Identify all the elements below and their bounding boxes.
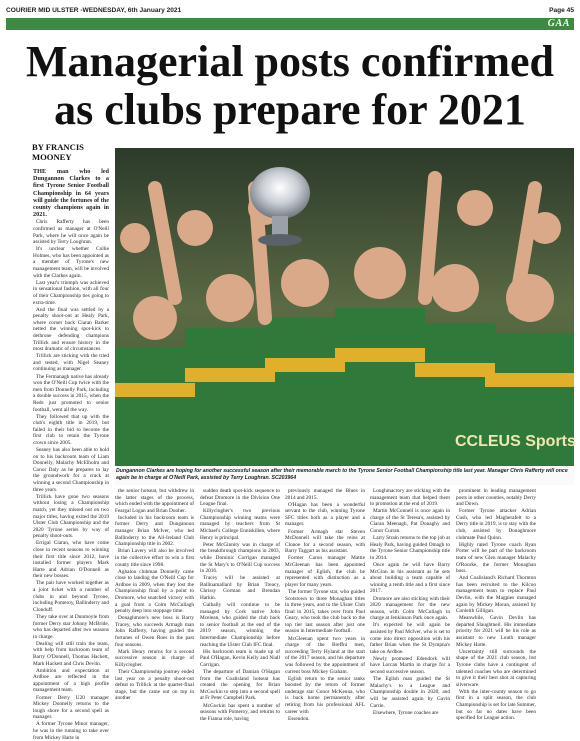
article-paragraph: Meanwhile, Gavin Devlin has departed Slaughtneil. His immediate priority for 2021 will be his role as assistant to new Louth manager Mickey Harte.	[456, 615, 536, 648]
article-paragraph: Trillick have gone two seasons without losing a Championship match, yet they missed out on two major titles, having exited the 2019 Ulster Club Championship and the 2020 Tyrone series by way of penalty shoot-outs.	[33, 493, 109, 540]
article-paragraph: The Eglish man guided the St Malachy's to a League and Championship double in 2020, and will be assisted again by Gavin Currie.	[370, 676, 450, 709]
article-paragraph: Dealing will still train the team, with help from backroom team of Barry O'Donnell, Thomas Hackett, Mark Hackett and Chris Devlin.	[33, 640, 109, 667]
section-label: GAA	[547, 18, 570, 29]
article-paragraph: Seaney has also been able to hold on to his backroom team of Liam Donnelly, Malachy McElholm and Conor Daly as he prepares to lay the groundwork for a crack at winning a second Championship in three years.	[33, 447, 109, 493]
article-paragraph: Highly rated Tyrone coach Ryan Porter will be part of the backroom team of new Glen manager Malachy O'Rourke, the former Monaghan boss.	[456, 541, 536, 575]
article-paragraph: Peter McGinnity was in charge of the breakthrough champions in 2003, while Dominic Corrigan managed the St Mary's to O'Neill Cup success in 2016.	[200, 541, 280, 575]
article-paragraph: Former Armagh star Steven McDonnell will take the reins at Clonoe for a second season, with Barry Taggart as his assistant.	[285, 528, 365, 555]
article-paragraph: The pair have worked together as a joint ticket with a number of clubs in and beyond Tyrone, including Pomeroy, Ballinderry and Clonduff.	[33, 580, 109, 613]
article-paragraph: Galbally will continue to be managed by Cork native John Mcelean, who guided the club back to senior football at the end of the 2019 season, winning the Intermediate Championship before reaching the Ulster Club IFC final.	[200, 602, 280, 648]
page-number: Page 45	[549, 6, 574, 14]
article-paragraph: McGleenan spent two years in charge of the Breffni men, succeeding Terry Hyland at the start of the 2017 season, and his departure was followed by the appointment of current boss Mickey Graham.	[285, 635, 365, 675]
article-paragraph: THE man who led Dungannon Clarkes to a first Tyrone Senior Football Championship in 64 years will guide the fortunes of the county champions again in 2021.	[33, 168, 109, 219]
article-paragraph: Martin McConnell is once again in charge of the St Teresa's, assisted by Ciaran Meenagh, Pat Donaghy and Conor Curran.	[370, 508, 450, 535]
article-paragraph: Larry Strain returns to the top job at Healy Park, having guided Omagh to the Tyrone Senior Championship title in 2014.	[370, 535, 450, 561]
article-paragraph: Trillick are sticking with the tried and tested, with Nigel Seaney continuing as manager.	[33, 353, 109, 373]
article-paragraph: Eglish return to the senior ranks boosted by the return of former underage star Conor McKenna, who is back home permanently after retiring from his professional AFL career with	[285, 675, 365, 715]
article-paragraph: Former Derry U20 manager Mickey Donnelly returns to the lough shore for a second spell as manager.	[33, 694, 109, 721]
headline: Managerial posts confirmed as clubs prepare for 2021	[26, 37, 554, 134]
article-paragraph: Donaghmore's new boss is Barry Tracey, who succeeds Armagh man John Rafferty, having guided the fortunes of Owen Roes in the past four seasons.	[115, 615, 194, 648]
article-paragraph: Chris Rafferty has been confirmed as manager at O'Neill Park, where he will once again be assisted by Terry Loughran.	[33, 219, 109, 246]
article-column-2	[115, 488, 194, 733]
article-paragraph: It's unclear whether Collie Holmes, who has been appointed as a member of Tyrone's new management team, will be involved with the Clarkes again.	[33, 246, 109, 279]
article-paragraph: Last year's triumph was achieved in sensational fashion, with all four of their Championship ties going to extra-time.	[33, 279, 109, 306]
article-column-5	[370, 488, 450, 733]
jersey-sponsor: CCLEUS Sports	[455, 433, 576, 450]
article-paragraph: It's expected he will again be assisted by Paul McIver, who is set to come into direct opposition with his father Brian when the St Dympna's take on Ardboe.	[370, 622, 450, 655]
article-paragraph: prominent in leading management posts in other counties, notably Derry and Down.	[456, 488, 536, 508]
article-paragraph: the senior hotseat, but withdrew in the latter stages of the process, which ended with the appointment of Feargal Logan and Brian Dooher.	[115, 488, 194, 514]
dateline: COURIER MID ULSTER -WEDNESDAY, 6th January 2021	[6, 6, 182, 14]
article-paragraph: Elsewhere, Tyrone coaches are	[373, 709, 439, 716]
article-paragraph: Newly promoted Edendork will have Lorcan Martin in charge for a second successive season.	[370, 655, 450, 676]
article-paragraph: Tracey will be assisted at Ballinamallard by Brian Treacy, Chrissy Gorman and Brendan Harkin.	[200, 575, 280, 601]
article-column-3	[200, 488, 280, 733]
byline: BY FRANCIS MOONEY	[32, 142, 84, 162]
article-paragraph: Essendon.	[288, 715, 310, 722]
article-paragraph: And the final was settled by a penalty shoot-out at Healy Park, where corner back Ciaran Barker netted the winning spot-kick to dethrone defending champions Trillick and ensure history in the most dramatic of circumstances.	[33, 306, 109, 353]
article-paragraph: McGuckin has spent a number of seasons with Pomeroy, and returns to the Fianna role, having	[200, 702, 280, 722]
article-paragraph: Uncertainty still surrounds the shape of the 2021 club season, but Tyrone clubs have a contingent of talented coaches who are determined to give it their best shot at capturing silverware.	[456, 648, 536, 688]
article-paragraph: sudden death spot-kick sequence to defeat Dromore in the Division One League final.	[200, 488, 280, 508]
article-paragraph: And Coalisland's Richard Thornton has been recruited to the Kilcoo management team to replace Paul Devlin, with the Magpies managed again by Mickey Moran, assisted by Conleith Gilligan.	[456, 575, 536, 615]
article-paragraph: They take over at Dunmoyle from former Derry star Johnny McBride, who has departed after two seasons in charge.	[33, 613, 109, 640]
article-paragraph: The former Tyrone star, who guided Scotstown to three Monaghan titles in three years, and to the Ulster Club final in 2015, takes over from Paul Geary, who took the club back to the top tier last season after just one season in Intermediate football.	[285, 588, 365, 635]
section-bar	[6, 18, 574, 30]
photo-caption: Dungannon Clarkes are hoping for another successful season after their memorable march to the Tyrone Senior Football Championship title last year. Manager Chris Rafferty will once again be in charge at O'Neill Park, assisted by Terry Loughran. SC203964	[115, 467, 574, 485]
article-paragraph: Loughmacrory are sticking with the management team that helped them to promotion at the end of 2019.	[370, 488, 450, 508]
article-paragraph: Aghaloo clubman Donnelly came close to landing the O'Neill Cup for Ardboe in 2009, when they lost the Championship final by a point to Dromore, who snatched victory with a goal from a Colm McCullagh penalty deep into stoppage time.	[115, 568, 194, 615]
article-paragraph: Dromore are also sticking with their 2020 management for the new season, with Colm McCullagh in charge at Jenkinson Park once again.	[370, 595, 450, 622]
article-paragraph: They followed that up with the club's eighth title in 2019, but failed in their bid to become the first club to retain the Tyrone crown since 2005.	[33, 413, 109, 447]
article-paragraph: Mark Henry returns for a second successive season in charge of Killyclogher.	[115, 648, 194, 668]
page-header	[6, 4, 574, 16]
article-paragraph: Included in his backroom team is former Derry and Dungannon manager Brian McIver, who led Ballinderry to the All-Ireland Club Championship title in 2002.	[115, 514, 194, 548]
article-column-4	[285, 488, 365, 733]
team-photo	[115, 148, 574, 466]
article-paragraph: The departure of Damian O'Hagan from the Coalisland hotseat has created the opening for Brian McGuckin to step into a second spell at Fr Peter Campbell Park.	[200, 669, 280, 702]
article-paragraph: previously managed the Blues in 2014 and 2015.	[285, 488, 365, 501]
article-column-1	[33, 168, 109, 741]
article-column-7	[540, 488, 574, 733]
article-paragraph: O'Hagan has been a wonderful servant to the club, winning Tyrone SFC titles both as a player and a manager.	[285, 501, 365, 528]
article-paragraph: A former Tyrone Minor manager, he was in the running to take over from Mickey Harte in	[33, 721, 109, 741]
team-celebration-image	[115, 148, 574, 466]
article-paragraph: Errigal Ciaran, who have come close in recent seasons to winning their first title since 2012, have installed former players Mark Harte and Adrian O'Donnell as their new bosses.	[33, 540, 109, 580]
article-paragraph: Their Championship journey ended last year on a penalty shoot-out defeat to Trillick at the quarter-final stage, but the came out on top in another	[115, 669, 194, 702]
article-paragraph: The Fermanagh native has already won the O'Neill Cup twice with the men from Donnelly Park, including a double success in 2015, when the Reds just promoted to senior football, went all the way.	[33, 373, 109, 413]
article-paragraph: Killyclogher's two previous Championship winning teams were managed by teachers from St Michael's College Enniskillen, where Henry is principal.	[200, 508, 280, 541]
article-paragraph: Ambition and expectation at Ardboe are reflected in the appointment of a high profile management team.	[33, 667, 109, 694]
article-paragraph: Once again he will have Barry McGinn in his assistant as he sets about building a team capable of winning a tenth title and a first since 2017.	[370, 562, 450, 595]
article-paragraph: Brian Lavery will also be involved in the collective effort to win a first county title since 1998.	[115, 548, 194, 568]
article-column-6	[456, 488, 536, 733]
article-paragraph: Former Tyrone attacker Adrian Cush, who led Magherafelt to a Derry title in 2019, is to stay with the club, assisted by Donaghmore clubmate Paul Quinn.	[456, 508, 536, 541]
article-paragraph: With the inter-county season to go first in a split season, the club Championship is set for late Summer, but so far no dates have been specified for League action.	[456, 688, 536, 722]
article-paragraph: Former Caron manager Mattie McGleenan has been appointed manager of Eglish, the club he represented with distinction as a player for many years.	[285, 555, 365, 588]
article-paragraph: His backroom team is made up of Paul O'Hagan, Kevin Kelly and Niall Corrigan.	[200, 648, 280, 668]
